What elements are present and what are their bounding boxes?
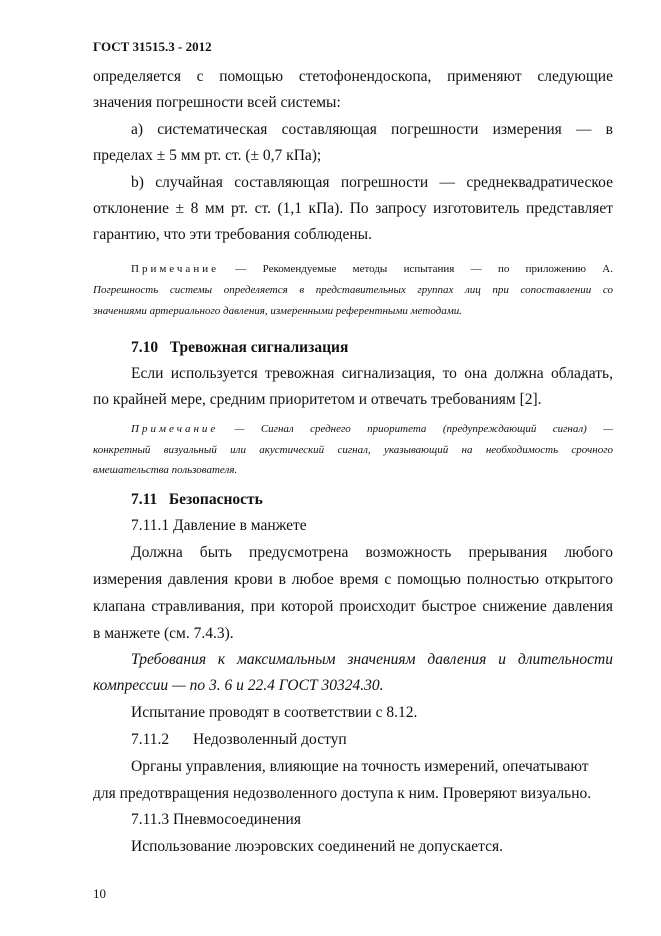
section-7-11-1-requirement-2: компрессии — по 3. 6 и 22.4 ГОСТ 30324.30.	[93, 677, 384, 694]
section-7-10-title: Тревожная сигнализация	[169, 339, 349, 356]
section-7-10-number: 7.10	[131, 339, 159, 356]
section-7-10-line-2: по крайней мере, средним приоритетом и отвечать требованиям [2].	[93, 391, 542, 408]
section-7-10-line-1: Если используется тревожная сигнализация, то она должна обладать,	[131, 365, 613, 382]
section-7-11-3-heading: 7.11.3 Пневмосоединения	[131, 811, 301, 828]
standard-header: ГОСТ 31515.3 - 2012	[93, 39, 212, 54]
section-7-11-1-test: Испытание проводят в соответствии с 8.12.	[131, 704, 418, 721]
note-1-label: Примечание	[131, 263, 219, 275]
item-b-line-1: b) случайная составляющая погрешности — среднеквадратическое	[131, 174, 613, 191]
note-2-line-3: вмешательства пользователя.	[93, 464, 238, 476]
note-2-label: Примечание	[131, 423, 219, 435]
item-b-line-2: отклонение ± 8 мм рт. ст. (1,1 кПа). По запросу изготовитель представляет	[93, 200, 613, 217]
section-7-11-2-heading	[131, 730, 613, 750]
intro-line-2: значения погрешности всей системы:	[93, 94, 341, 111]
note-1-line-1	[131, 262, 613, 277]
note-1-line-3: значениями артериального давления, измеренными референтными методами.	[93, 305, 463, 317]
section-7-11-1-line-1: Должна быть предусмотрена возможность прерывания любого	[131, 544, 613, 561]
note-1-line-2: Погрешность системы определяется в представительных группах лиц при сопоставлении со	[93, 284, 613, 296]
section-7-11-2-line-1: Органы управления, влияющие на точность измерений, опечатывают	[131, 758, 589, 775]
page-number: 10	[93, 886, 106, 901]
section-7-11-1-line-3: клапана стравливания, при которой происходит быстрое снижение давления	[93, 598, 613, 615]
section-7-11-1-line-4: в манжете (см. 7.4.3).	[93, 625, 234, 642]
note-1-text: — Рекомендуемые методы испытания — по приложению А.	[218, 263, 613, 275]
section-7-11-title: Безопасность	[168, 491, 263, 508]
item-a-line-1: а) систематическая составляющая погрешности измерения — в	[131, 121, 613, 138]
note-2-line-2: конкретный визуальный или акустический сигнал, указывающий на необходимость срочного	[93, 444, 613, 456]
section-7-10-heading	[131, 338, 613, 358]
note-2-line-1	[131, 422, 613, 437]
section-7-11-2-line-2: для предотвращения недозволенного доступа к ним. Проверяют визуально.	[93, 785, 592, 802]
item-a-line-2: пределах ± 5 мм рт. ст. (± 0,7 кПа);	[93, 147, 322, 164]
section-7-11-3-line-1: Использование люэровских соединений не допускается.	[131, 838, 503, 855]
section-7-11-number: 7.11	[131, 491, 158, 508]
section-7-11-2-title: Недозволенный доступ	[193, 731, 347, 748]
item-b-line-3: гарантию, что эти требования соблюдены.	[93, 226, 372, 243]
section-7-11-1-line-2: измерения давления крови в любое время с помощью полностью открытого	[93, 571, 613, 588]
section-7-11-heading	[131, 490, 613, 510]
section-7-11-2-number: 7.11.2	[131, 731, 170, 748]
note-2-text: — Сигнал среднего приоритета (предупреждающий сигнал) —	[218, 423, 613, 435]
section-7-11-1-requirement-1: Требования к максимальным значениям давления и длительности	[131, 651, 613, 668]
section-7-11-1-heading: 7.11.1 Давление в манжете	[131, 517, 307, 534]
intro-line-1: определяется с помощью стетофонендоскопа, применяют следующие	[93, 68, 613, 85]
